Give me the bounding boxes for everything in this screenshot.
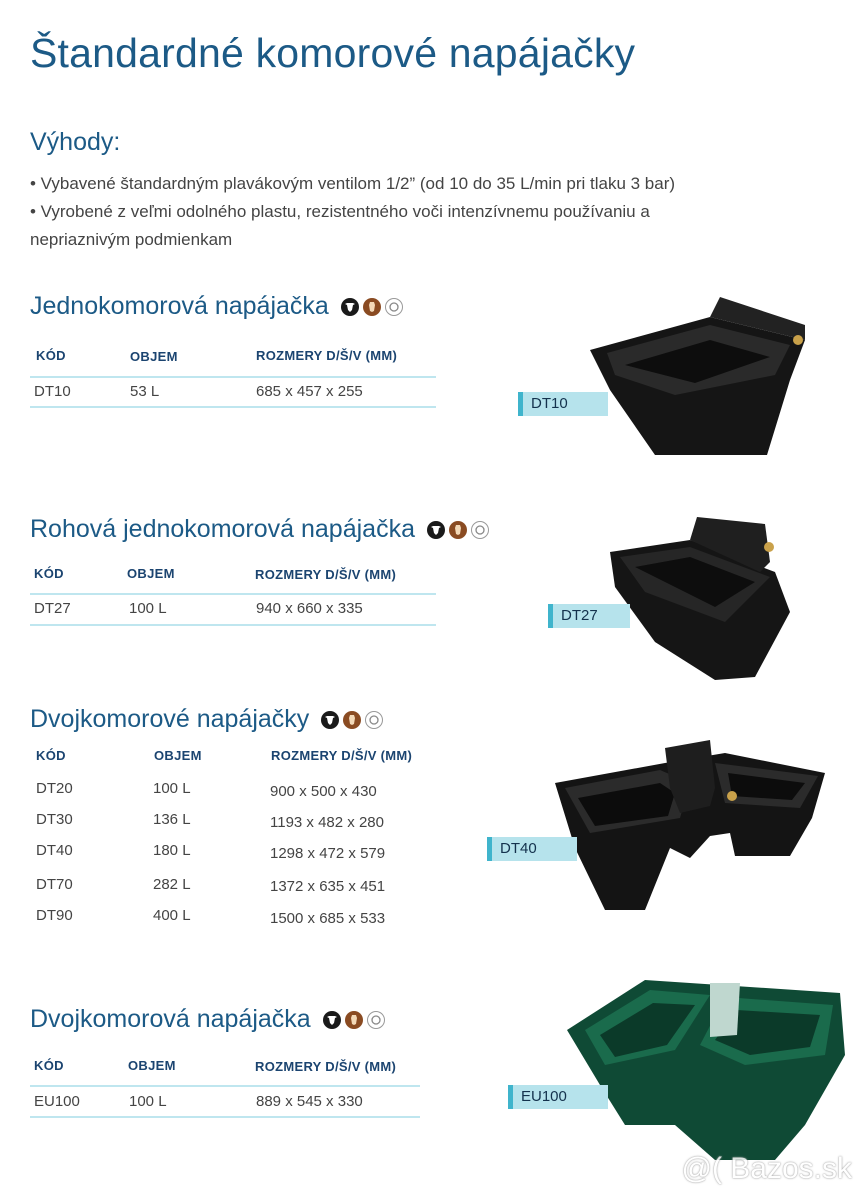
col-header-volume: OBJEM: [127, 566, 175, 581]
horse-icon: [363, 298, 381, 316]
cell-dimensions: 900 x 500 x 430: [270, 783, 377, 800]
cell-volume: 53 L: [130, 383, 160, 400]
cell-dimensions: 940 x 660 x 335: [256, 600, 363, 617]
col-header-volume: OBJEM: [154, 748, 202, 763]
product-image-dt40: [550, 738, 832, 913]
cell-dimensions: 1193 x 482 x 280: [270, 814, 384, 831]
sheep-icon: [367, 1011, 385, 1029]
col-header-code: KÓD: [34, 566, 64, 581]
cell-code: DT90: [36, 907, 73, 924]
advantages-heading: Výhody:: [30, 128, 121, 156]
section-title-corner-single-chamber: [30, 515, 489, 544]
product-image-dt27: [605, 512, 795, 684]
col-header-code: KÓD: [36, 748, 66, 763]
cell-code: DT10: [34, 383, 71, 400]
product-tag-dt27: DT27: [548, 604, 630, 628]
sheep-icon: [471, 521, 489, 539]
cell-volume: 100 L: [153, 780, 191, 797]
col-header-dimensions: ROZMERY D/Š/V (MM): [271, 748, 413, 763]
cell-code: EU100: [34, 1093, 80, 1110]
watermark: @( Bazos.sk: [681, 1152, 852, 1185]
cell-volume: 136 L: [153, 811, 191, 828]
section-title-double-chamber-series: [30, 705, 383, 734]
cell-dimensions: 1372 x 635 x 451: [270, 878, 386, 895]
page-title: Štandardné komorové napájačky: [30, 30, 636, 76]
product-image-dt10: [585, 295, 815, 460]
section-title-text: Dvojkomorové napájačky: [30, 705, 310, 733]
section-title-text: Jednokomorová napájačka: [30, 292, 329, 320]
col-header-volume: OBJEM: [130, 349, 178, 364]
horse-icon: [449, 521, 467, 539]
cell-volume: 100 L: [129, 600, 167, 617]
col-header-dimensions: ROZMERY D/Š/V (MM): [255, 567, 397, 582]
table-rule: [30, 1085, 420, 1087]
cell-code: DT27: [34, 600, 71, 617]
table-rule: [30, 593, 436, 595]
section-title-text: Dvojkomorová napájačka: [30, 1005, 311, 1033]
cell-volume: 100 L: [129, 1093, 167, 1110]
sheep-icon: [385, 298, 403, 316]
section-title-double-chamber-single: [30, 1005, 385, 1034]
cell-code: DT30: [36, 811, 73, 828]
advantage-bullet: nepriaznivým podmienkam: [30, 230, 233, 249]
cell-dimensions: 889 x 545 x 330: [256, 1093, 363, 1110]
table-rule: [30, 624, 436, 626]
animal-icons: [427, 521, 489, 539]
cell-dimensions: 685 x 457 x 255: [256, 383, 363, 400]
col-header-dimensions: ROZMERY D/Š/V (MM): [256, 348, 398, 363]
col-header-code: KÓD: [34, 1058, 64, 1073]
col-header-code: KÓD: [36, 348, 66, 363]
horse-icon: [345, 1011, 363, 1029]
cell-dimensions: 1298 x 472 x 579: [270, 845, 386, 862]
col-header-volume: OBJEM: [128, 1058, 176, 1073]
advantage-bullet: • Vyrobené z veľmi odolného plastu, rezistentného voči intenzívnemu používaniu a: [30, 202, 650, 221]
animal-icons: [323, 1011, 385, 1029]
cow-icon: [341, 298, 359, 316]
product-tag-dt10: DT10: [518, 392, 608, 416]
cell-volume: 180 L: [153, 842, 191, 859]
product-tag-dt40: DT40: [487, 837, 577, 861]
cell-dimensions: 1500 x 685 x 533: [270, 910, 386, 927]
col-header-dimensions: ROZMERY D/Š/V (MM): [255, 1059, 397, 1074]
cell-code: DT40: [36, 842, 73, 859]
table-rule: [30, 406, 436, 408]
cell-code: DT70: [36, 876, 73, 893]
cow-icon: [321, 711, 339, 729]
section-title-single-chamber: [30, 292, 403, 321]
cell-volume: 282 L: [153, 876, 191, 893]
sheep-icon: [365, 711, 383, 729]
table-rule: [30, 376, 436, 378]
horse-icon: [343, 711, 361, 729]
animal-icons: [321, 711, 383, 729]
section-title-text: Rohová jednokomorová napájačka: [30, 515, 415, 543]
cell-volume: 400 L: [153, 907, 191, 924]
animal-icons: [341, 298, 403, 316]
product-image-eu100: [565, 975, 847, 1165]
product-tag-eu100: EU100: [508, 1085, 608, 1109]
cell-code: DT20: [36, 780, 73, 797]
cow-icon: [427, 521, 445, 539]
table-rule: [30, 1116, 420, 1118]
cow-icon: [323, 1011, 341, 1029]
advantage-bullet: • Vybavené štandardným plavákovým ventilom 1/2” (od 10 do 35 L/min pri tlaku 3 bar): [30, 174, 676, 193]
